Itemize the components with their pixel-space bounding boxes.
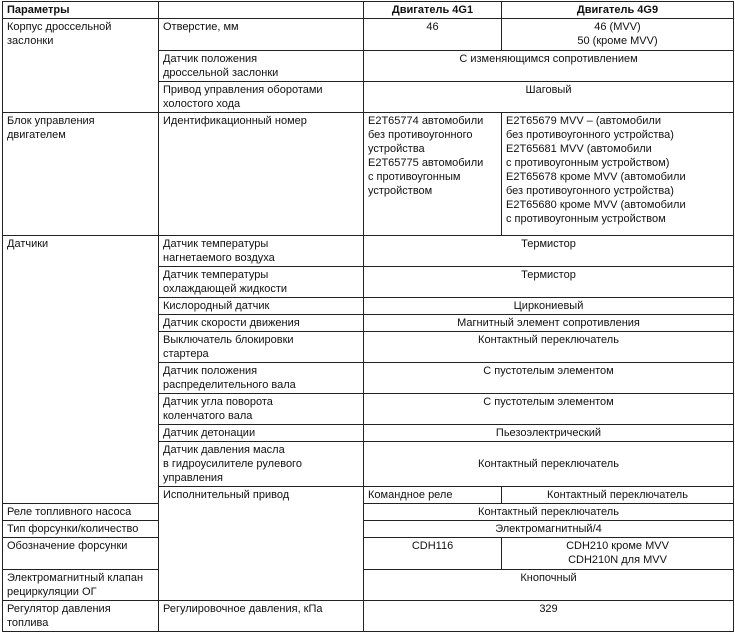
label-fuel-pump-relay: Реле топливного насоса <box>3 504 159 521</box>
label-egr: Электромагнитный клапан рециркуляции ОГ <box>3 570 159 601</box>
label-ecu-id: Идентификационный номер <box>159 113 364 236</box>
value-iac: Шаговый <box>364 82 734 113</box>
group-throttle-body: Корпус дроссельной заслонки <box>3 19 159 113</box>
value-fuel-pump-relay: Контактный переключатель <box>364 504 734 521</box>
row-bore <box>3 19 734 51</box>
header-row <box>3 2 734 19</box>
value-injector-id-4g9: CDH210 кроме MVV CDH210N для MVV <box>502 538 734 570</box>
label-vss: Датчик скорости движения <box>159 315 364 332</box>
label-iat: Датчик температуры нагнетаемого воздуха <box>159 236 364 267</box>
value-o2: Циркониевый <box>364 298 734 315</box>
row-ecu-id <box>3 113 734 236</box>
row-injector-id <box>3 538 734 570</box>
value-inhibitor: Контактный переключатель <box>364 332 734 363</box>
group-ecu: Блок управления двигателем <box>3 113 159 236</box>
group-fuel-regulator: Регулятор давления топлива <box>3 601 159 632</box>
label-tps: Датчик положения дроссельной заслонки <box>159 51 364 82</box>
label-cmp: Датчик положения распределительного вала <box>159 363 364 394</box>
header-engine-4g9: Двигатель 4G9 <box>502 2 734 19</box>
value-bore-4g1: 46 <box>364 19 502 51</box>
row-fuel-pump-relay <box>3 504 734 521</box>
label-knock: Датчик детонации <box>159 425 364 442</box>
label-fuel-pressure: Регулировочное давления, кПа <box>159 601 364 632</box>
value-ect: Термистор <box>364 267 734 298</box>
value-knock: Пьезоэлектрический <box>364 425 734 442</box>
label-control-relay: Командное реле <box>364 487 502 504</box>
label-bore: Отверстие, мм <box>159 19 364 51</box>
value-injector-type: Электромагнитный/4 <box>364 521 734 538</box>
label-iac: Привод управления оборотами холостого хода <box>159 82 364 113</box>
value-ps-pressure: Контактный переключатель <box>364 442 734 487</box>
engine-specs-table <box>2 1 734 632</box>
label-injector-type: Тип форсунки/количество <box>3 521 159 538</box>
row-egr <box>3 570 734 601</box>
label-ckp: Датчик угла поворота коленчатого вала <box>159 394 364 425</box>
header-engine-4g1: Двигатель 4G1 <box>364 2 502 19</box>
row-iat <box>3 236 734 267</box>
value-injector-id-4g1: CDH116 <box>364 538 502 570</box>
value-cmp: С пустотелым элементом <box>364 363 734 394</box>
value-bore-4g9: 46 (MVV) 50 (кроме MVV) <box>502 19 734 51</box>
header-params: Параметры <box>3 2 159 19</box>
value-ckp: С пустотелым элементом <box>364 394 734 425</box>
value-fuel-pressure: 329 <box>364 601 734 632</box>
row-fuel-pressure <box>3 601 734 632</box>
value-control-relay: Контактный переключатель <box>502 487 734 504</box>
row-injector-type <box>3 521 734 538</box>
header-blank <box>159 2 364 19</box>
label-injector-id: Обозначение форсунки <box>3 538 159 570</box>
value-ecu-id-4g1: E2T65774 автомобили без противоугонного устройства E2T65775 автомобили с противоугонным устройством <box>364 113 502 236</box>
group-sensors: Датчики <box>3 236 159 504</box>
value-iat: Термистор <box>364 236 734 267</box>
value-ecu-id-4g9: E2T65679 MVV – (автомобили без противоугонного устройства) E2T65681 MVV (автомобили с противоугонным устройством) E2T65678 кроме MVV (автомобили без противоугонного устройства) E2T65680 кроме MVV (автомобили с противоугонным устройством <box>502 113 734 236</box>
value-egr: Кнопочный <box>364 570 734 601</box>
value-tps: С изменяющимся сопротивлением <box>364 51 734 82</box>
label-o2: Кислородный датчик <box>159 298 364 315</box>
label-inhibitor: Выключатель блокировки стартера <box>159 332 364 363</box>
label-ps-pressure: Датчик давления масла в гидроусилителе рулевого управления <box>159 442 364 487</box>
group-actuators: Исполнительный привод <box>159 487 364 601</box>
value-vss: Магнитный элемент сопротивления <box>364 315 734 332</box>
label-ect: Датчик температуры охлаждающей жидкости <box>159 267 364 298</box>
